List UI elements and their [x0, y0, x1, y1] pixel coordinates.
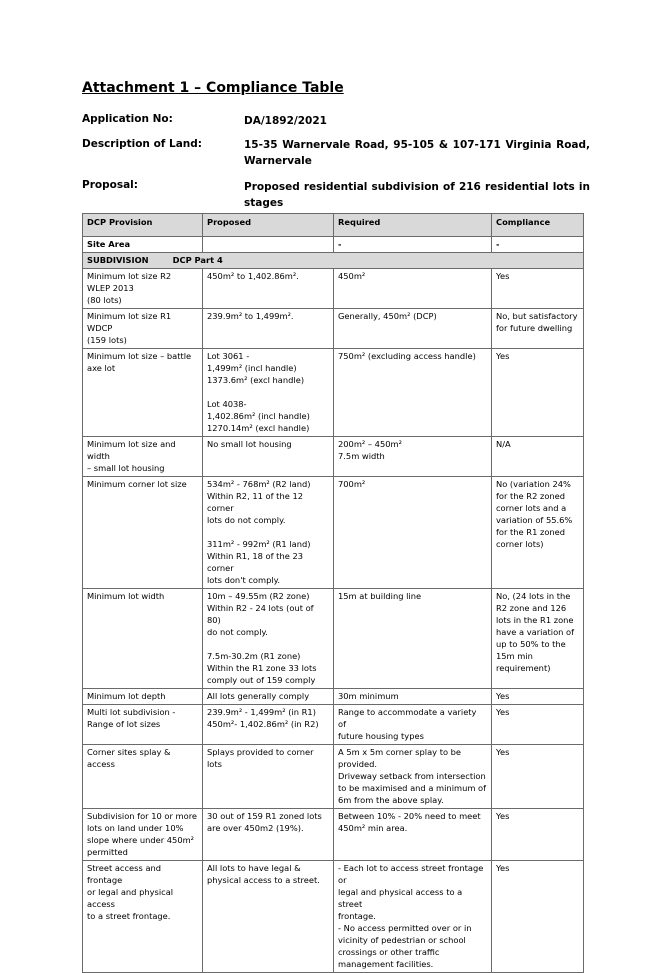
proposed-cell	[203, 809, 334, 861]
cell-line: Multi lot subdivision -	[87, 707, 176, 717]
compliance-table	[82, 213, 584, 973]
cell-line: 30m minimum	[338, 691, 399, 701]
compliance-cell	[492, 269, 584, 309]
cell-line: Splays provided to corner lots	[207, 747, 317, 769]
cell-line: 15m min	[496, 651, 533, 661]
cell-line: WDCP	[87, 323, 113, 333]
cell-line	[207, 386, 329, 398]
cell-line: management facilities.	[338, 959, 434, 969]
cell-line: Within R1, 18 of the 23 corner	[207, 551, 306, 573]
table-row	[83, 809, 584, 861]
compliance-cell	[492, 861, 584, 973]
header-dcp-provision: DCP Provision	[83, 214, 203, 237]
cell-line: axe lot	[87, 363, 116, 373]
cell-line: 6m from the above splay.	[338, 795, 444, 805]
proposed-cell	[203, 689, 334, 705]
cell-line: Minimum lot width	[87, 591, 165, 601]
cell-line: No (variation 24%	[496, 479, 571, 489]
proposed-cell	[203, 589, 334, 689]
required-cell	[334, 589, 492, 689]
cell-line: 750m² (excluding access handle)	[338, 351, 476, 361]
cell-line: Subdivision for 10 or more	[87, 811, 198, 821]
cell-line: lots don't comply.	[207, 575, 281, 585]
cell-line: Lot 3061 -	[207, 351, 250, 361]
required-cell	[334, 477, 492, 589]
cell-line: are over 450m2 (19%).	[207, 823, 304, 833]
cell-line: legal and physical access to a street	[338, 887, 465, 909]
dcp-part-label: DCP Part 4	[172, 255, 223, 265]
table-row	[83, 689, 584, 705]
cell-line: Lot 4038-	[207, 399, 247, 409]
cell-line: 239.9m² - 1,499m² (in R1)	[207, 707, 316, 717]
table-header-row	[83, 214, 584, 237]
table-row	[83, 269, 584, 309]
cell-line: permitted	[87, 847, 128, 857]
cell-line: do not comply.	[207, 627, 268, 637]
required-cell	[334, 809, 492, 861]
cell-line: A 5m x 5m corner splay to be	[338, 747, 462, 757]
cell-line: All lots generally comply	[207, 691, 310, 701]
cell-line: Yes	[496, 351, 510, 361]
table-row	[83, 477, 584, 589]
required-cell	[334, 349, 492, 437]
cell-line: 239.9m² to 1,499m².	[207, 311, 294, 321]
cell-line: for the R2 zoned	[496, 491, 566, 501]
compliance-cell	[492, 477, 584, 589]
cell-line: provided.	[338, 759, 378, 769]
cell-line: 1,402.86m² (incl handle)	[207, 411, 310, 421]
table-row	[83, 349, 584, 437]
cell-line: 200m² – 450m²	[338, 439, 402, 449]
cell-line: Within the R1 zone 33 lots	[207, 663, 317, 673]
cell-line: 15m at building line	[338, 591, 422, 601]
cell-line: lots do not comply.	[207, 515, 286, 525]
provision-cell	[83, 309, 203, 349]
compliance-cell	[492, 349, 584, 437]
proposed-cell	[203, 309, 334, 349]
cell-line: Yes	[496, 691, 510, 701]
table-row	[83, 309, 584, 349]
cell-line: Between 10% - 20% need to meet	[338, 811, 481, 821]
proposed-cell	[203, 861, 334, 973]
cell-line: 10m – 49.55m (R2 zone)	[207, 591, 310, 601]
provision-cell	[83, 809, 203, 861]
cell-line: Within R2, 11 of the 12 corner	[207, 491, 306, 513]
compliance-cell	[492, 745, 584, 809]
cell-line: Minimum lot size – battle	[87, 351, 192, 361]
provision-cell	[83, 745, 203, 809]
provision-cell	[83, 437, 203, 477]
cell-line: Corner sites splay & access	[87, 747, 174, 769]
cell-line: for the R1 zoned	[496, 527, 566, 537]
compliance-cell	[492, 809, 584, 861]
cell-line: lots on land under 10%	[87, 823, 184, 833]
site-area-proposed	[203, 237, 334, 253]
cell-line: All lots to have legal &	[207, 863, 301, 873]
cell-line: corner lots)	[496, 539, 544, 549]
compliance-cell	[492, 705, 584, 745]
compliance-cell	[492, 437, 584, 477]
site-area-required: -	[334, 237, 492, 253]
cell-line: up to 50% to the	[496, 639, 566, 649]
proposal-value: Proposed residential subdivision of 216 residential lots in stages	[244, 181, 590, 209]
cell-line: Range of lot sizes	[87, 719, 161, 729]
compliance-cell	[492, 309, 584, 349]
cell-line: No small lot housing	[207, 439, 292, 449]
application-label: Application No:	[82, 113, 173, 125]
cell-line: Yes	[496, 811, 510, 821]
cell-line: crossings or other traffic	[338, 947, 440, 957]
cell-line: Yes	[496, 863, 510, 873]
cell-line: frontage.	[338, 911, 376, 921]
cell-line: or legal and physical access	[87, 887, 176, 909]
cell-line: No, but satisfactory	[496, 311, 578, 321]
required-cell	[334, 437, 492, 477]
cell-line: corner lots and a	[496, 503, 567, 513]
cell-line: Generally, 450m² (DCP)	[338, 311, 437, 321]
cell-line: have a variation of	[496, 627, 575, 637]
cell-line: Minimum lot size R2	[87, 271, 172, 281]
required-cell	[334, 705, 492, 745]
cell-line: 1,499m² (incl handle)	[207, 363, 297, 373]
cell-line: variation of 55.6%	[496, 515, 573, 525]
provision-cell	[83, 705, 203, 745]
site-area-label: Site Area	[83, 237, 203, 253]
compliance-cell	[492, 589, 584, 689]
provision-cell	[83, 589, 203, 689]
cell-line: for future dwelling	[496, 323, 573, 333]
cell-line: 1373.6m² (excl handle)	[207, 375, 305, 385]
cell-line	[207, 526, 329, 538]
subdivision-section-cell	[83, 253, 584, 269]
subdivision-section-row	[83, 253, 584, 269]
application-value: DA/1892/2021	[244, 115, 327, 127]
cell-line: - Each lot to access street frontage or	[338, 863, 486, 885]
table-row	[83, 437, 584, 477]
required-cell	[334, 309, 492, 349]
cell-line: vicinity of pedestrian or school	[338, 935, 466, 945]
land-label: Description of Land:	[82, 138, 202, 150]
cell-line: Within R2 - 24 lots (out of 80)	[207, 603, 317, 625]
proposed-cell	[203, 745, 334, 809]
cell-line: Minimum lot size and width	[87, 439, 179, 461]
table-row	[83, 745, 584, 809]
provision-cell	[83, 477, 203, 589]
cell-line: requirement)	[496, 663, 551, 673]
required-cell	[334, 269, 492, 309]
cell-line: – small lot housing	[87, 463, 165, 473]
provision-cell	[83, 349, 203, 437]
cell-line: slope where under 450m²	[87, 835, 195, 845]
cell-line: R2 zone and 126	[496, 603, 567, 613]
cell-line: (159 lots)	[87, 335, 127, 345]
cell-line	[207, 638, 329, 650]
page-title: Attachment 1 – Compliance Table	[82, 80, 344, 96]
cell-line: lots in the R1 zone	[496, 615, 574, 625]
provision-cell	[83, 861, 203, 973]
cell-line: 700m²	[338, 479, 366, 489]
cell-line: 30 out of 159 R1 zoned lots	[207, 811, 322, 821]
proposed-cell	[203, 477, 334, 589]
cell-line: 450m² to 1,402.86m².	[207, 271, 299, 281]
cell-line: (80 lots)	[87, 295, 122, 305]
cell-line: future housing types	[338, 731, 424, 741]
proposed-cell	[203, 437, 334, 477]
cell-line: Range to accommodate a variety of	[338, 707, 480, 729]
header-proposed: Proposed	[203, 214, 334, 237]
required-cell	[334, 745, 492, 809]
required-cell	[334, 861, 492, 973]
cell-line: Street access and frontage	[87, 863, 164, 885]
subdivision-label: SUBDIVISION	[87, 255, 149, 265]
site-area-row	[83, 237, 584, 253]
table-row	[83, 861, 584, 973]
cell-line: 534m² - 768m² (R2 land)	[207, 479, 311, 489]
compliance-cell	[492, 689, 584, 705]
cell-line: 311m² - 992m² (R1 land)	[207, 539, 311, 549]
cell-line: Yes	[496, 271, 510, 281]
cell-line: Yes	[496, 747, 510, 757]
proposed-cell	[203, 269, 334, 309]
provision-cell	[83, 689, 203, 705]
proposed-cell	[203, 705, 334, 745]
cell-line: 450m²- 1,402.86m² (in R2)	[207, 719, 319, 729]
cell-line: 7.5m width	[338, 451, 385, 461]
header-compliance: Compliance	[492, 214, 584, 237]
cell-line: N/A	[496, 439, 511, 449]
cell-line: 450m² min area.	[338, 823, 408, 833]
cell-line: to a street frontage.	[87, 911, 171, 921]
table-row	[83, 589, 584, 689]
cell-line: Minimum lot size R1	[87, 311, 172, 321]
cell-line: to be maximised and a minimum of	[338, 783, 487, 793]
proposed-cell	[203, 349, 334, 437]
cell-line: WLEP 2013	[87, 283, 134, 293]
cell-line: Yes	[496, 707, 510, 717]
cell-line: 450m²	[338, 271, 366, 281]
site-area-compliance: -	[492, 237, 584, 253]
table-row	[83, 705, 584, 745]
land-value: 15-35 Warnervale Road, 95-105 & 107-171 Virginia Road, Warnervale	[244, 139, 590, 167]
proposal-label: Proposal:	[82, 179, 138, 191]
header-required: Required	[334, 214, 492, 237]
cell-line: Minimum lot depth	[87, 691, 166, 701]
cell-line: - No access permitted over or in	[338, 923, 472, 933]
cell-line: Driveway setback from intersection	[338, 771, 486, 781]
cell-line: Minimum corner lot size	[87, 479, 187, 489]
cell-line: 7.5m-30.2m (R1 zone)	[207, 651, 301, 661]
cell-line: No, (24 lots in the	[496, 591, 571, 601]
provision-cell	[83, 269, 203, 309]
cell-line: comply out of 159 comply	[207, 675, 316, 685]
cell-line: physical access to a street.	[207, 875, 320, 885]
cell-line: 1270.14m² (excl handle)	[207, 423, 310, 433]
required-cell	[334, 689, 492, 705]
